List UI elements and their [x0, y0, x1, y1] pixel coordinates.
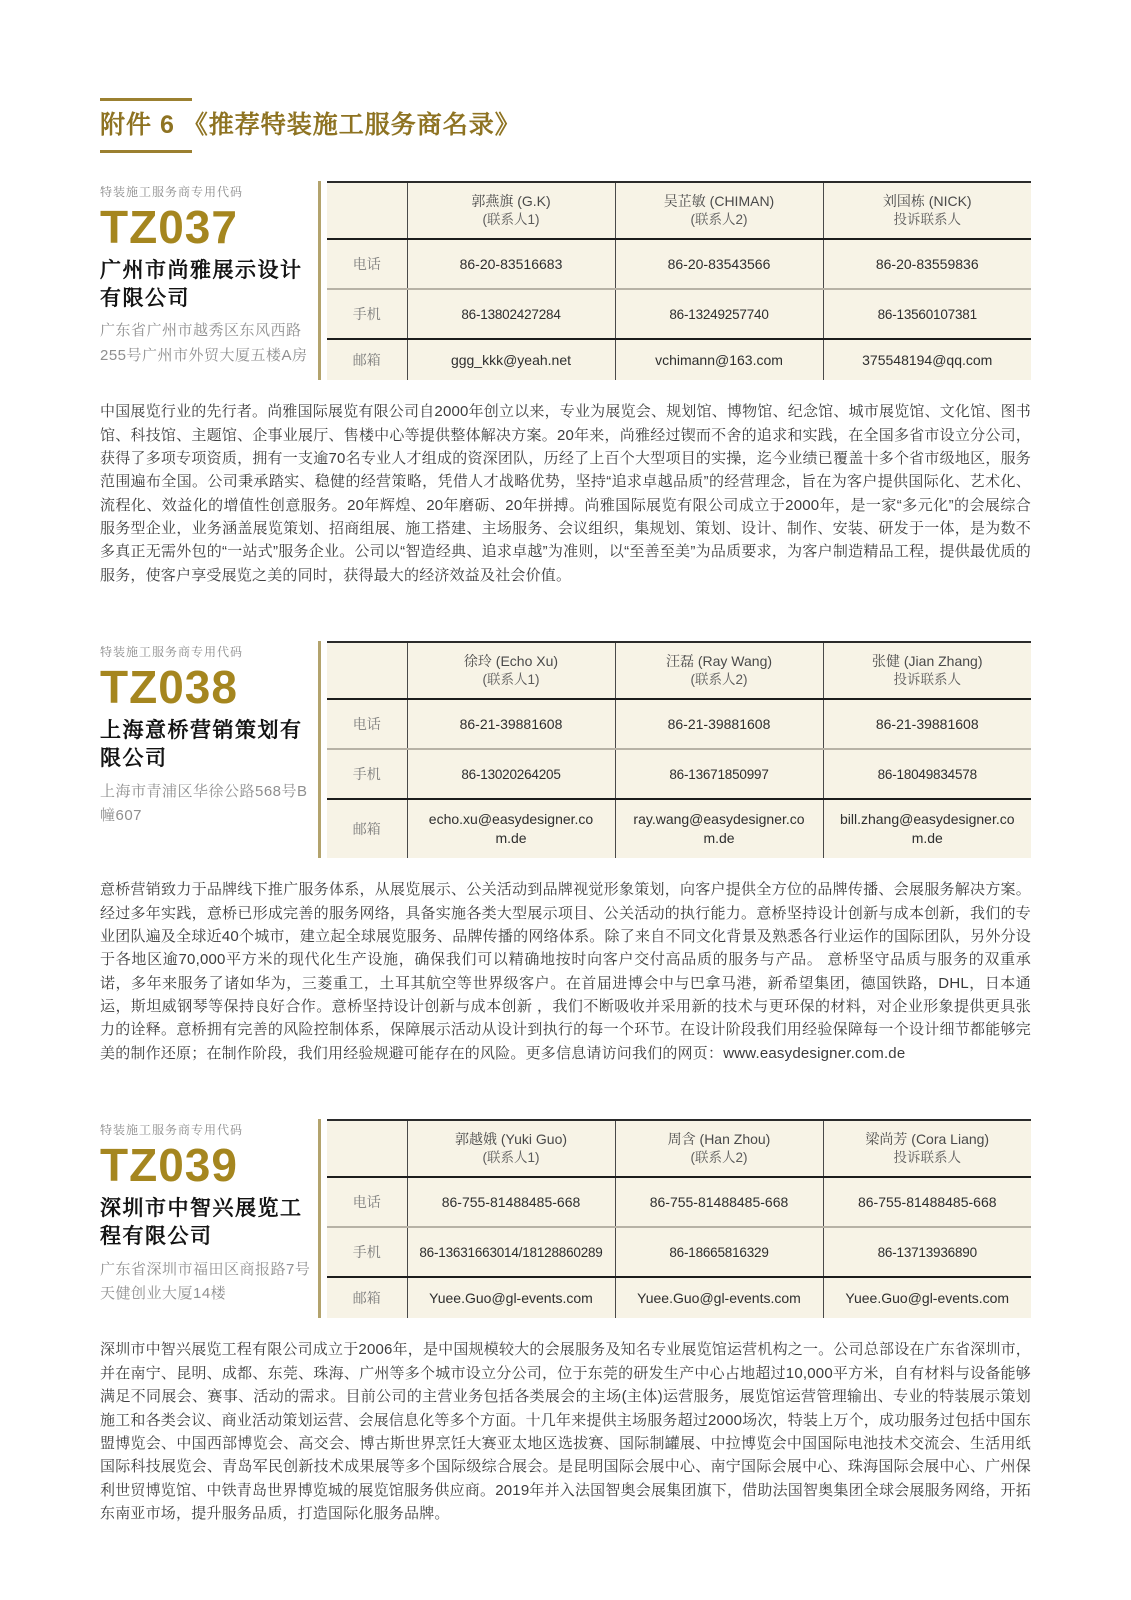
phone-value: 86-21-39881608	[823, 699, 1031, 749]
mobile-value: 86-13713936890	[823, 1227, 1031, 1277]
email-value: Yuee.Guo@gl-events.com	[407, 1277, 615, 1318]
phone-value: 86-755-81488485-668	[823, 1177, 1031, 1227]
contact-header	[615, 642, 823, 699]
contact-role: (联系人2)	[690, 211, 748, 227]
contact-name: 吴芷敏 (CHIMAN)	[663, 193, 775, 209]
corner-cell	[327, 1120, 407, 1177]
header-bottom-rule	[100, 150, 192, 153]
email-value: ggg_kkk@yeah.net	[407, 339, 615, 380]
vendor-info-panel	[100, 1119, 318, 1318]
contact-name: 周含 (Han Zhou)	[667, 1131, 771, 1148]
contacts-table	[327, 641, 1031, 858]
email-value: 375548194@qq.com	[862, 351, 993, 368]
contact-name: 刘国栋 (NICK)	[882, 193, 972, 209]
corner-cell	[327, 642, 407, 699]
contact-header	[407, 182, 615, 239]
phone-value: 86-20-83559836	[823, 239, 1031, 289]
contact-role: 投诉联系人	[893, 672, 961, 688]
row-label-email: 邮箱	[327, 1277, 407, 1318]
vendor-code-label: 特装施工服务商专用代码	[100, 1123, 244, 1138]
company-address: 广东省广州市越秀区东风西路255号广州市外贸大厦五楼A房	[100, 322, 308, 365]
row-label-mobile: 手机	[327, 749, 407, 799]
vendor-code-label: 特装施工服务商专用代码	[100, 645, 244, 660]
contacts-table	[327, 181, 1031, 380]
phone-value: 86-755-81488485-668	[407, 1177, 615, 1227]
phone-value: 86-20-83543566	[615, 239, 823, 289]
mobile-value: 86-18049834578	[823, 749, 1031, 799]
contact-role: (联系人2)	[690, 672, 748, 688]
contact-role: 投诉联系人	[893, 211, 961, 227]
contact-header	[407, 642, 615, 699]
mobile-value: 86-13020264205	[407, 749, 615, 799]
contact-role: (联系人1)	[482, 1150, 540, 1166]
contact-header	[407, 1120, 615, 1177]
vendor-code-label: 特装施工服务商专用代码	[100, 185, 244, 199]
contact-name: 徐玲 (Echo Xu)	[463, 653, 559, 670]
contact-role: (联系人2)	[690, 1150, 748, 1166]
contact-name: 郭燕旗 (G.K)	[471, 193, 551, 209]
vendor-code: TZ037	[100, 201, 238, 253]
company-address: 广东省深圳市福田区商报路7号天健创业大厦14楼	[100, 1260, 311, 1303]
vendor-info-panel	[100, 641, 318, 858]
vendor-info-panel	[100, 181, 318, 380]
vendor-code: TZ039	[100, 1139, 238, 1192]
email-value: Yuee.Guo@gl-events.com	[845, 1289, 1010, 1306]
contacts-table	[327, 1119, 1031, 1318]
email-value: vchimann@163.com	[615, 339, 823, 380]
row-label-mobile: 手机	[327, 289, 407, 339]
contact-role: 投诉联系人	[893, 1150, 961, 1166]
vendor-section-tz037	[100, 181, 1031, 587]
mobile-value: 86-13560107381	[823, 289, 1031, 339]
mobile-value: 86-18665816329	[615, 1227, 823, 1277]
contact-header	[823, 1120, 1031, 1177]
vendor-description: 中国展览行业的先行者。尚雅国际展览有限公司自2000年创立以来，专业为展览会、规划馆、博物馆、纪念馆、城市展览馆、文化馆、图书馆、科技馆、主题馆、企事业展厅、售楼中心等提供整体解决方案。20年来，尚雅经过锲而不舍的追求和实践，在全国多省市设立分公司，获得了多项专项资质，拥有一支逾70名专业人才组成的资深团队，历经了上百个大型项目的实操，迄今业绩已覆盖十多个省市级地区，服务范围遍布全国。公司秉承踏实、稳健的经营策略，凭借人才战略优势，坚持“追求卓越品质”的经营理念，旨在为客户提供国际化、艺术化、流程化、效益化的增值性创意服务。20年辉煌、20年磨砺、20年拼搏。尚雅国际展览有限公司成立于2000年，是一家“多元化”的会展综合服务型企业，业务涵盖展览策划、招商组展、施工搭建、主场服务、会议组织，集规划、策划、设计、制作、安装、研发于一体，是为数不多真正无需外包的“一站式”服务企业。公司以“智造经典、追求卓越”为准则，以“至善至美”为品质要求，为客户制造精品工程，提供最优质的服务，使客户享受展览之美的同时，获得最大的经济效益及社会价值。	[100, 403, 1031, 584]
page-title: 附件 6 《推荐特装施工服务商名录》	[100, 111, 521, 139]
contact-name: 张健 (Jian Zhang)	[872, 653, 983, 670]
company-name: 上海意桥营销策划有限公司	[100, 718, 303, 771]
document-header	[100, 98, 1031, 153]
row-label-email: 邮箱	[327, 339, 407, 380]
mobile-value: 86-13631663014/18128860289	[407, 1227, 615, 1277]
contact-header	[615, 182, 823, 239]
row-label-phone: 电话	[327, 239, 407, 289]
company-name: 深圳市中智兴展览工程有限公司	[100, 1196, 303, 1249]
contact-header	[823, 642, 1031, 699]
contact-role: (联系人1)	[482, 211, 540, 227]
vendor-section-tz039	[100, 1119, 1031, 1525]
corner-cell	[327, 182, 407, 239]
email-value: echo.xu@easydesigner.com.de	[407, 799, 615, 858]
mobile-value: 86-13671850997	[615, 749, 823, 799]
row-label-phone: 电话	[327, 699, 407, 749]
contact-header	[823, 182, 1031, 239]
mobile-value: 86-13249257740	[615, 289, 823, 339]
vertical-divider	[318, 181, 321, 380]
contact-role: (联系人1)	[482, 672, 540, 688]
mobile-value: 86-13802427284	[407, 289, 615, 339]
contact-name: 汪磊 (Ray Wang)	[665, 653, 773, 670]
contact-header	[615, 1120, 823, 1177]
header-top-rule	[100, 98, 192, 101]
phone-value: 86-21-39881608	[615, 699, 823, 749]
vendor-description: 意桥营销致力于品牌线下推广服务体系，从展览展示、公关活动到品牌视觉形象策划，向客户提供全方位的品牌传播、会展服务解决方案。经过多年实践，意桥已形成完善的服务网络，具备实施各类大型展示项目、公关活动的执行能力。意桥坚持设计创新与成本创新，我们的专业团队遍及全球近40个城市，建立起全球展览服务、品牌传播的网络体系。除了来自不同文化背景及熟悉各行业运作的国际团队，另外分设于各地区逾70,000平方米的现代化生产设施，确保我们可以精确地按时向客户交付高品质的服务与产品。 意桥坚守品质与服务的双重承诺，多年来服务了诸如华为，三菱重工，土耳其航空等世界级客户。在首届进博会中与巴拿马港，新希望集团，德国铁路，DHL，日本通运，斯坦威钢琴等保持良好合作。意桥坚持设计创新与成本创新 ，我们不断吸收并采用新的技术与更环保的材料，对企业形象提供更具张力的诠释。意桥拥有完善的风险控制体系，保障展示活动从设计到执行的每一个环节。在设计阶段我们用经验保障每一个设计细节都能够完美的制作还原；在制作阶段，我们用经验规避可能存在的风险。更多信息请访问我们的网页：www.easydesigner.com.de	[100, 881, 1031, 1062]
vendor-code: TZ038	[100, 661, 238, 714]
vendor-section-tz038	[100, 641, 1031, 1065]
contact-name: 梁尚芳 (Cora Liang)	[865, 1131, 990, 1148]
vertical-divider	[318, 1119, 321, 1318]
contact-name: 郭越娥 (Yuki Guo)	[454, 1131, 568, 1148]
phone-value: 86-21-39881608	[407, 699, 615, 749]
row-label-mobile: 手机	[327, 1227, 407, 1277]
phone-value: 86-755-81488485-668	[615, 1177, 823, 1227]
row-label-email: 邮箱	[327, 799, 407, 858]
row-label-phone: 电话	[327, 1177, 407, 1227]
vertical-divider	[318, 641, 321, 858]
email-value: bill.zhang@easydesigner.com.de	[839, 811, 1015, 847]
email-value: Yuee.Guo@gl-events.com	[615, 1277, 823, 1318]
company-address: 上海市青浦区华徐公路568号B幢607	[100, 782, 308, 825]
company-name: 广州市尚雅展示设计有限公司	[100, 258, 303, 310]
phone-value: 86-20-83516683	[407, 239, 615, 289]
vendor-description: 深圳市中智兴展览工程有限公司成立于2006年，是中国规模较大的会展服务及知名专业展览馆运营机构之一。公司总部设在广东省深圳市，并在南宁、昆明、成都、东莞、珠海、广州等多个城市设立分公司，位于东莞的研发生产中心占地超过10,000平方米，自有材料与设备能够满足不同展会、赛事、活动的需求。目前公司的主营业务包括各类展会的主场(主体)运营服务，展览馆运营管理输出、专业的特装展示策划施工和各类会议、商业活动策划运营、会展信息化等多个方面。十几年来提供主场服务超过2000场次，特装上万个，成功服务过包括中国东盟博览会、中国西部博览会、高交会、博古斯世界烹饪大赛亚太地区选拔赛、国际制罐展、中拉博览会中国国际电池技术交流会、生活用纸国际科技展览会、青岛军民创新技术成果展等多个国际级综合展会。是昆明国际会展中心、南宁国际会展中心、珠海国际会展中心、广州保利世贸博览馆、中铁青岛世界博览城的展览馆服务供应商。2019年并入法国智奥会展集团旗下，借助法国智奥集团全球会展服务网络，开拓东南亚市场，提升服务品质，打造国际化服务品牌。	[100, 1341, 1031, 1523]
email-value: ray.wang@easydesigner.com.de	[615, 799, 823, 858]
